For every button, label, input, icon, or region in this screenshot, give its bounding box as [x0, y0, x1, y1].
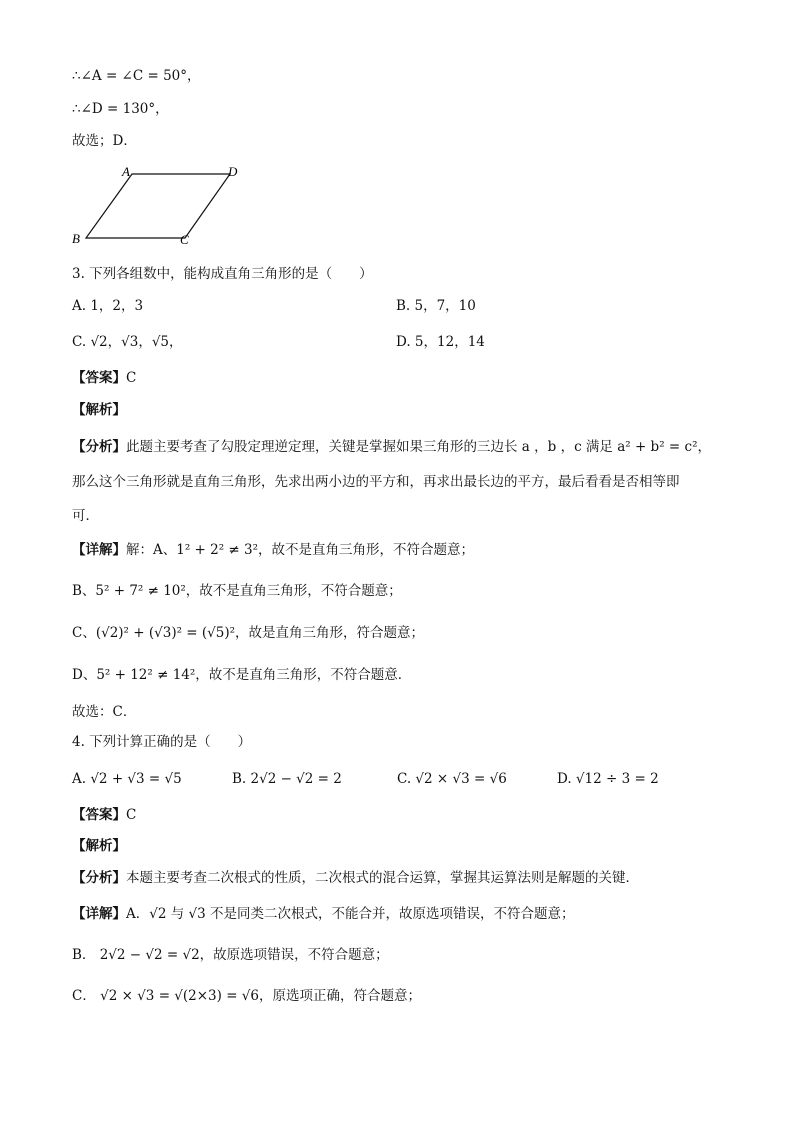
q3-analysis-tag	[72, 400, 126, 420]
q3-fenxi-line-3: 可．	[72, 508, 99, 524]
q3-option-a: A. 1，2，3	[72, 298, 144, 314]
q4-option-b: B. 2√2 − √2 = 2	[232, 771, 342, 787]
q3-answer-value: C	[126, 370, 137, 386]
q3-option-c	[72, 332, 183, 352]
analysis-tag: 【解析】	[72, 838, 126, 854]
q4-answer-line	[72, 805, 136, 825]
q4-detail-line-b: B． 2√2 − √2 = √2，故原选项错误，不符合题意；	[72, 947, 389, 963]
vertex-label-b: B	[72, 231, 80, 246]
q3-answer-line	[72, 368, 136, 388]
detail-tag: 【详解】	[72, 906, 126, 922]
detail-tag: 【详解】	[72, 542, 126, 558]
q4-answer-value: C	[126, 807, 137, 823]
q3-option-c-content: √2，√3，√5，	[90, 334, 183, 350]
q3-detail-line-c: C、(√2)² + (√3)² = (√5)²，故是直角三角形，符合题意；	[72, 625, 425, 641]
vertex-label-a: A	[122, 164, 130, 179]
q3-detail-line-b: B、5² + 7² ≠ 10²，故不是直角三角形，不符合题意；	[72, 583, 402, 599]
q4-option-d: D. √12 ÷ 3 = 2	[557, 771, 659, 787]
parallelogram-shape	[86, 174, 230, 238]
analysis-tag: 【解析】	[72, 402, 126, 418]
q4-detail-line-a	[72, 904, 575, 924]
prev-choice-line: 故选；D．	[72, 133, 137, 149]
q4-detail-line-c: C． √2 × √3 = √(2×3) = √6，原选项正确，符合题意；	[72, 988, 422, 1004]
q3-fenxi-text-1: 此题主要考查了勾股定理逆定理，关键是掌握如果三角形的三边长 a ，b ，c 满足 a² + b² = c²，	[126, 439, 711, 455]
q3-option-c-prefix: C.	[72, 334, 91, 350]
q3-stem: 3. 下列各组数中，能构成直角三角形的是（ ）	[72, 266, 373, 282]
parallelogram-figure	[64, 160, 254, 252]
q3-detail-line-a	[72, 540, 474, 560]
q4-analysis-tag	[72, 836, 126, 856]
q3-fenxi-line-2: 那么这个三角形就是直角三角形，先求出两小边的平方和，再求出最长边的平方，最后看看是否相等即	[72, 474, 680, 490]
q4-fenxi-text: 本题主要考查二次根式的性质，二次根式的混合运算，掌握其运算法则是解题的关键．	[126, 870, 639, 886]
q4-stem: 4. 下列计算正确的是（ ）	[72, 734, 252, 750]
q4-detail-text-a: A．√2 与 √3 不是同类二次根式，不能合并，故原选项错误，不符合题意；	[126, 906, 575, 922]
answer-tag: 【答案】	[72, 807, 126, 823]
q4-option-c: C. √2 × √3 = √6	[397, 771, 507, 787]
q3-detail-line-d: D、5² + 12² ≠ 14²，故不是直角三角形，不符合题意．	[72, 667, 412, 683]
q3-detail-text-a: 解：A、1² + 2² ≠ 3²，故不是直角三角形，不符合题意；	[126, 542, 475, 558]
q4-fenxi-line	[72, 868, 639, 888]
prev-conclusion-line-1: ∴∠A = ∠C = 50°，	[72, 68, 201, 84]
answer-tag: 【答案】	[72, 370, 126, 386]
vertex-label-d: D	[228, 164, 238, 179]
q3-option-d: D. 5，12，14	[396, 334, 485, 350]
q4-option-a: A. √2 + √3 = √5	[72, 771, 182, 787]
q3-fenxi-line-1	[72, 437, 711, 457]
q3-choose-line: 故选：C．	[72, 704, 137, 720]
prev-conclusion-line-2: ∴∠D = 130°，	[72, 101, 169, 117]
vertex-label-c: C	[180, 232, 189, 247]
fenxi-tag: 【分析】	[72, 439, 126, 455]
fenxi-tag: 【分析】	[72, 870, 126, 886]
q3-option-b: B. 5，7，10	[396, 298, 476, 314]
